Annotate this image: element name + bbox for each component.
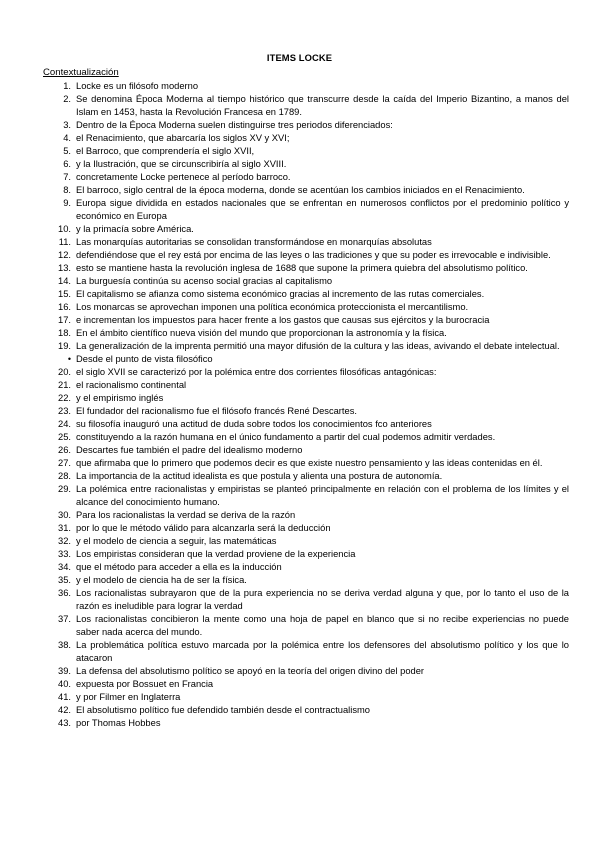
item-text: por Thomas Hobbes xyxy=(76,718,161,728)
item-number: 11. xyxy=(58,237,71,247)
list-item xyxy=(43,639,569,665)
list-item xyxy=(43,314,569,327)
item-number: 21. xyxy=(58,380,71,390)
item-text: La polémica entre racionalistas y empiristas se planteó principalmente en relación con el problema de los límites y el alcance del conocimiento humano. xyxy=(76,484,569,507)
item-number: 6. xyxy=(63,159,71,169)
list-item xyxy=(43,366,569,379)
item-text: La generalización de la imprenta permitió una mayor difusión de la cultura y las ideas, avivando el debate intelectual. xyxy=(76,341,560,351)
item-number: 3. xyxy=(63,120,71,130)
item-number: 15. xyxy=(58,289,71,299)
list-item xyxy=(43,548,569,561)
list-item xyxy=(43,444,569,457)
list-item xyxy=(43,275,569,288)
item-number: 43. xyxy=(58,718,71,728)
item-text: que el método para acceder a ella es la inducción xyxy=(76,562,282,572)
list-item xyxy=(43,717,569,730)
section-heading: Contextualización xyxy=(43,67,119,78)
list-item xyxy=(43,613,569,639)
item-number: 5. xyxy=(63,146,71,156)
item-text: La defensa del absolutismo político se apoyó en la teoría del origen divino del poder xyxy=(76,666,425,676)
item-text: y la primacía sobre América. xyxy=(76,224,194,234)
item-text: La importancia de la actitud idealista es que postula y alienta una postura de autonomía. xyxy=(76,471,443,481)
item-number: 32. xyxy=(58,536,71,546)
list-item xyxy=(43,184,569,197)
item-number: 27. xyxy=(58,458,71,468)
item-number: 7. xyxy=(63,172,71,182)
item-text: que afirmaba que lo primero que podemos decir es que existe nuestro pensamiento y las ideas contenidas en él. xyxy=(76,458,543,468)
item-number: 37. xyxy=(58,614,71,624)
item-text: Europa sigue dividida en estados nacionales que se enfrentan en numerosos conflictos por el predominio político y económico en Europa xyxy=(76,198,569,221)
list-item xyxy=(43,93,569,119)
list-item xyxy=(43,145,569,158)
item-number: 40. xyxy=(58,679,71,689)
list-item xyxy=(43,379,569,392)
list-item xyxy=(43,561,569,574)
item-number: 31. xyxy=(58,523,71,533)
item-number: 9. xyxy=(63,198,71,208)
bullet-item xyxy=(43,353,569,366)
item-number: 38. xyxy=(58,640,71,650)
item-text: En el ámbito científico nueva visión del mundo que proporcionan la astronomía y la física. xyxy=(76,328,447,338)
list-item xyxy=(43,132,569,145)
item-number: 29. xyxy=(58,484,71,494)
list-item xyxy=(43,678,569,691)
item-text: Las monarquías autoritarias se consolidan transformándose en monarquías absolutas xyxy=(76,237,432,247)
item-text: Los racionalistas concibieron la mente como una hoja de papel en blanco que si no recibe experiencias no puede saber nada acerca del mundo. xyxy=(76,614,569,637)
item-number: 28. xyxy=(58,471,71,481)
item-text: y por Filmer en Inglaterra xyxy=(76,692,181,702)
list-item xyxy=(43,80,569,93)
item-text: La problemática política estuvo marcada por la polémica entre los defensores del absolutismo político y los que lo atacaron xyxy=(76,640,569,663)
list-item xyxy=(43,223,569,236)
item-text: el Barroco, que comprendería el siglo XVII, xyxy=(76,146,255,156)
item-text: esto se mantiene hasta la revolución inglesa de 1688 que supone la primera quiebra del absolutismo político. xyxy=(76,263,528,273)
item-text: y el modelo de ciencia ha de ser la física. xyxy=(76,575,247,585)
list-item xyxy=(43,119,569,132)
item-number: 14. xyxy=(58,276,71,286)
list-item xyxy=(43,457,569,470)
list-item xyxy=(43,197,569,223)
item-text: por lo que le método válido para alcanzarla será la deducción xyxy=(76,523,331,533)
list-item xyxy=(43,574,569,587)
item-number: 34. xyxy=(58,562,71,572)
list-item xyxy=(43,535,569,548)
item-text: el racionalismo continental xyxy=(76,380,187,390)
item-number: 36. xyxy=(58,588,71,598)
item-number: 20. xyxy=(58,367,71,377)
item-number: 8. xyxy=(63,185,71,195)
item-text: Para los racionalistas la verdad se deriva de la razón xyxy=(76,510,296,520)
item-text: Descartes fue también el padre del idealismo moderno xyxy=(76,445,303,455)
list-item xyxy=(43,340,569,353)
item-number: 1. xyxy=(63,81,71,91)
item-text: y el empirismo inglés xyxy=(76,393,164,403)
item-number: 42. xyxy=(58,705,71,715)
item-number: 19. xyxy=(58,341,71,351)
list-item xyxy=(43,587,569,613)
list-item xyxy=(43,470,569,483)
list-item xyxy=(43,171,569,184)
item-text: El barroco, siglo central de la época moderna, donde se acentúan los cambios iniciados en el Renacimiento. xyxy=(76,185,525,195)
item-text: expuesta por Bossuet en Francia xyxy=(76,679,214,689)
item-text: La burguesía continúa su acenso social gracias al capitalismo xyxy=(76,276,333,286)
list-item xyxy=(43,522,569,535)
item-number: 10. xyxy=(58,224,71,234)
item-text: Los empiristas consideran que la verdad proviene de la experiencia xyxy=(76,549,356,559)
item-text: Dentro de la Época Moderna suelen distinguirse tres periodos diferenciados: xyxy=(76,120,393,130)
item-number: 23. xyxy=(58,406,71,416)
item-number: • xyxy=(67,354,71,364)
item-text: el Renacimiento, que abarcaría los siglos XV y XVI; xyxy=(76,133,290,143)
item-number: 39. xyxy=(58,666,71,676)
list-item xyxy=(43,405,569,418)
item-text: su filosofía inauguró una actitud de duda sobre todos los conocimientos fco anteriores xyxy=(76,419,432,429)
list-item xyxy=(43,704,569,717)
item-text: concretamente Locke pertenece al período barroco. xyxy=(76,172,291,182)
item-number: 24. xyxy=(58,419,71,429)
item-text: constituyendo a la razón humana en el único fundamento a partir del cual podemos admitir verdades. xyxy=(76,432,496,442)
item-number: 18. xyxy=(58,328,71,338)
item-number: 26. xyxy=(58,445,71,455)
list-item xyxy=(43,288,569,301)
item-text: Locke es un filósofo moderno xyxy=(76,81,199,91)
item-text: Desde el punto de vista filosófico xyxy=(76,354,213,364)
item-text: Los monarcas se aprovechan imponen una política económica proteccionista el mercantilismo. xyxy=(76,302,469,312)
list-item xyxy=(43,483,569,509)
item-text: El absolutismo político fue defendido también desde el contractualismo xyxy=(76,705,370,715)
item-number: 30. xyxy=(58,510,71,520)
item-number: 35. xyxy=(58,575,71,585)
item-number: 33. xyxy=(58,549,71,559)
item-text: el siglo XVII se caracterizó por la polémica entre dos corrientes filosóficas antagónicas: xyxy=(76,367,437,377)
list-item xyxy=(43,236,569,249)
item-text: y el modelo de ciencia a seguir, las matemáticas xyxy=(76,536,277,546)
list-item xyxy=(43,158,569,171)
item-text: y la Ilustración, que se circunscribiría al siglo XVIII. xyxy=(76,159,287,169)
item-number: 22. xyxy=(58,393,71,403)
list-item xyxy=(43,301,569,314)
list-item xyxy=(43,262,569,275)
item-text: defendiéndose que el rey está por encima de las leyes o las tradiciones y que su poder es irrevocable e indivisible. xyxy=(76,250,551,260)
page-title: ITEMS LOCKE xyxy=(266,52,333,63)
item-text: Los racionalistas subrayaron que de la pura experiencia no se deriva verdad alguna y que, por lo tanto el uso de la razón es ineludible para lograr la verdad xyxy=(76,588,569,611)
item-number: 2. xyxy=(63,94,71,104)
list-item xyxy=(43,392,569,405)
list-item xyxy=(43,509,569,522)
list-item xyxy=(43,665,569,678)
item-number: 12. xyxy=(58,250,71,260)
item-number: 4. xyxy=(63,133,71,143)
item-number: 16. xyxy=(58,302,71,312)
item-text: El capitalismo se afianza como sistema económico gracias al incremento de las rutas comerciales. xyxy=(76,289,485,299)
list-item xyxy=(43,327,569,340)
item-text: Se denomina Época Moderna al tiempo histórico que transcurre desde la caída del Imperio Bizantino, a manos del Islam en 1453, hasta la Revolución Francesa en 1789. xyxy=(76,94,569,117)
item-number: 41. xyxy=(58,692,71,702)
list-item xyxy=(43,431,569,444)
item-number: 25. xyxy=(58,432,71,442)
list-item xyxy=(43,249,569,262)
list-item xyxy=(43,418,569,431)
item-text: e incrementan los impuestos para hacer frente a los gastos que causas sus ejércitos y la burocracia xyxy=(76,315,490,325)
item-text: El fundador del racionalismo fue el filósofo francés René Descartes. xyxy=(76,406,357,416)
item-number: 13. xyxy=(58,263,71,273)
items-list xyxy=(43,80,569,730)
list-item xyxy=(43,691,569,704)
item-number: 17. xyxy=(58,315,71,325)
